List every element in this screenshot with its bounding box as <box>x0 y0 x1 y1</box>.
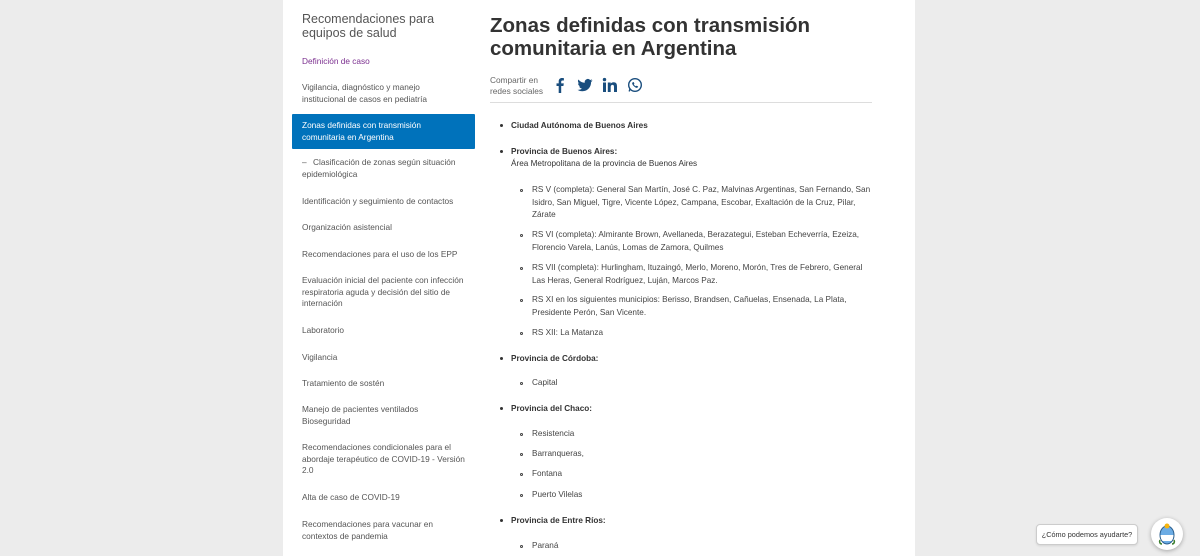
list-item: Paraná <box>532 541 559 550</box>
list-item: Fontana <box>532 469 563 478</box>
bullet <box>520 494 523 497</box>
sidebar-item-vigilancia[interactable]: Vigilancia <box>302 352 338 362</box>
linkedin-icon[interactable] <box>602 77 618 93</box>
sidebar-item-organizacion-asistencial[interactable]: Organización asistencial <box>302 222 392 232</box>
twitter-icon[interactable] <box>577 77 593 93</box>
sidebar-item-uso-epp[interactable]: Recomendaciones para el uso de los EPP <box>302 249 458 259</box>
list-item: Resistencia <box>532 429 575 438</box>
sidebar-item-tratamiento-sosten[interactable]: Tratamiento de sostén <box>302 378 385 388</box>
bullet <box>520 453 523 456</box>
sidebar-item-recomendaciones-condicionales[interactable]: Recomendaciones condicionales para el abordaje terapéutico de COVID-19 - Versión 2.0 <box>302 442 465 475</box>
sidebar-item-manejo-ventilados[interactable]: Manejo de pacientes ventilados Bioseguridad <box>302 404 419 426</box>
section-heading: Ciudad Autónoma de Buenos Aires <box>511 121 648 130</box>
bullet <box>520 473 523 476</box>
bullet <box>520 332 523 335</box>
bullet <box>520 545 523 548</box>
section-heading: Provincia de Córdoba: <box>511 354 599 363</box>
list-item: RS V (completa): General San Martín, José C. Paz, Malvinas Argentinas, San Fernando, San Isidro, San Miguel, Tigre, Vicente López, Campana, Escobar, Exaltación de la Cruz, Pilar, Zárate <box>532 185 871 219</box>
bullet <box>500 150 503 153</box>
sidebar-item-zonas-definidas[interactable]: Zonas definidas con transmisión comunitaria en Argentina <box>292 114 475 149</box>
chat-help-bubble[interactable]: ¿Cómo podemos ayudarte? <box>1036 524 1138 545</box>
sidebar-item-clasificacion-zonas[interactable] <box>292 157 475 180</box>
section-heading: Provincia del Chaco: <box>511 404 592 413</box>
divider <box>490 102 872 103</box>
argentina-emblem-icon <box>1151 518 1183 550</box>
bullet <box>500 124 503 127</box>
list-item: Capital <box>532 378 558 387</box>
sidebar-title: Recomendaciones para equipos de salud <box>302 12 435 40</box>
list-item: RS XII: La Matanza <box>532 328 603 337</box>
sidebar-item-identificacion-contactos[interactable]: Identificación y seguimiento de contactos <box>302 196 454 206</box>
section-heading: Provincia de Buenos Aires: <box>511 147 618 156</box>
sidebar-item-vacunar-pandemia[interactable]: Recomendaciones para vacunar en contextos de pandemia <box>302 519 433 541</box>
facebook-icon[interactable] <box>552 77 568 93</box>
sidebar-item-laboratorio[interactable]: Laboratorio <box>302 325 344 335</box>
bullet <box>520 189 523 192</box>
bullet <box>520 267 523 270</box>
list-item: RS XI en los siguientes municipios: Berisso, Brandsen, Cañuelas, Ensenada, La Plata, Presidente Perón, San Vicente. <box>532 295 847 317</box>
sidebar-item-alta-caso[interactable]: Alta de caso de COVID-19 <box>302 492 400 502</box>
sub-item-dash: – <box>302 157 307 167</box>
section-heading: Provincia de Entre Ríos: <box>511 516 606 525</box>
bullet <box>520 299 523 302</box>
bullet <box>520 382 523 385</box>
share-icons <box>552 77 643 93</box>
sidebar-item-label: Clasificación de zonas según situación epidemiológica <box>302 157 456 179</box>
share-label: Compartir en redes sociales <box>490 75 544 96</box>
page-title: Zonas definidas con transmisión comunitaria en Argentina <box>490 14 811 60</box>
list-item: RS VII (completa): Hurlingham, Ituzaingó, Merlo, Moreno, Morón, Tres de Febrero, General Las Heras, General Rodríguez, Luján, Marcos Paz. <box>532 263 863 285</box>
list-item: RS VI (completa): Almirante Brown, Avellaneda, Berazategui, Esteban Echeverría, Ezeiza, Florencio Varela, Lanús, Lomas de Zamora, Quilmes <box>532 230 860 252</box>
chat-avatar-button[interactable] <box>1151 518 1183 550</box>
sidebar-item-vigilancia-pediatria[interactable]: Vigilancia, diagnóstico y manejo institucional de casos en pediatría <box>302 82 427 104</box>
bullet <box>520 433 523 436</box>
sidebar-item-evaluacion-inicial[interactable]: Evaluación inicial del paciente con infección respiratoria aguda y decisión del sitio de internación <box>302 275 464 308</box>
sidebar-item-definicion-de-caso[interactable]: Definición de caso <box>302 56 370 66</box>
list-item: Puerto Vilelas <box>532 490 583 499</box>
list-item: Barranqueras, <box>532 449 584 458</box>
bullet <box>500 519 503 522</box>
section-subtitle: Área Metropolitana de la provincia de Buenos Aires <box>511 159 698 168</box>
bullet <box>520 234 523 237</box>
bullet <box>500 357 503 360</box>
whatsapp-icon[interactable] <box>627 77 643 93</box>
bullet <box>500 407 503 410</box>
